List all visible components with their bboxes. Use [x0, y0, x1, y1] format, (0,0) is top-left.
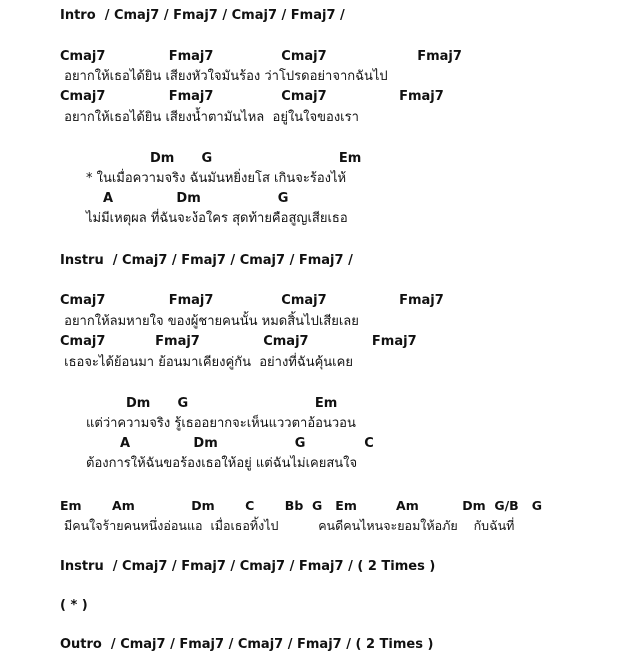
chord-line: Cmaj7 Fmaj7 Cmaj7 Fmaj7: [60, 49, 462, 64]
intro-line: Intro / Cmaj7 / Fmaj7 / Cmaj7 / Fmaj7 /: [60, 8, 345, 23]
lyric-line: * ในเมื่อความจริง ฉันมันหยิ่งยโส เกินจะร้องไห้: [86, 171, 347, 186]
lyric-line: อยากให้เธอได้ยิน เสียงน้ำตามันไหล อยู่ในใจของเรา: [60, 110, 359, 125]
lyric-line: มีคนใจร้ายคนหนึ่งอ่อนแอ เมื่อเธอทิ้งไป คนดีคนไหนจะยอมให้อภัย กับฉันที่: [60, 518, 515, 533]
lyric-line: เธอจะได้ย้อนมา ย้อนมาเคียงคู่กัน อย่างที่ฉันคุ้นเคย: [60, 355, 353, 370]
lyric-line: อยากให้เธอได้ยิน เสียงหัวใจมันร้อง ว่าโปรดอย่าจากฉันไป: [60, 69, 388, 84]
lyric-line: ต้องการให้ฉันขอร้องเธอให้อยู่ แต่ฉันไม่เคยสนใจ: [86, 456, 358, 471]
lyric-line: อยากให้ลมหายใจ ของผู้ชายคนนั้น หมดสิ้นไปเสียเลย: [60, 314, 359, 329]
lyric-line: ไม่มีเหตุผล ที่ฉันจะง้อใคร สุดท้ายคือสูญเสียเธอ: [86, 211, 348, 226]
instru-line: Instru / Cmaj7 / Fmaj7 / Cmaj7 / Fmaj7 / ( 2 Times ): [60, 559, 436, 574]
chord-line: Em Am Dm C Bb G Em Am Dm G/B G: [60, 498, 543, 513]
instru-line: Instru / Cmaj7 / Fmaj7 / Cmaj7 / Fmaj7 /: [60, 253, 353, 268]
outro-line: Outro / Cmaj7 / Fmaj7 / Cmaj7 / Fmaj7 / ( 2 Times ): [60, 637, 434, 652]
chord-line: Cmaj7 Fmaj7 Cmaj7 Fmaj7: [60, 293, 444, 308]
chorus-repeat-marker: ( * ): [60, 598, 88, 613]
chord-line: A Dm G C: [120, 436, 374, 451]
chord-line: Dm G Em: [150, 151, 362, 166]
lyric-line: แต่ว่าความจริง รู้เธออยากจะเห็นแววตาอ้อนวอน: [86, 416, 356, 431]
chord-line: Cmaj7 Fmaj7 Cmaj7 Fmaj7: [60, 334, 417, 349]
chord-line: Dm G Em: [126, 396, 338, 411]
chord-line: Cmaj7 Fmaj7 Cmaj7 Fmaj7: [60, 89, 444, 104]
chord-line: A Dm G: [103, 191, 289, 206]
